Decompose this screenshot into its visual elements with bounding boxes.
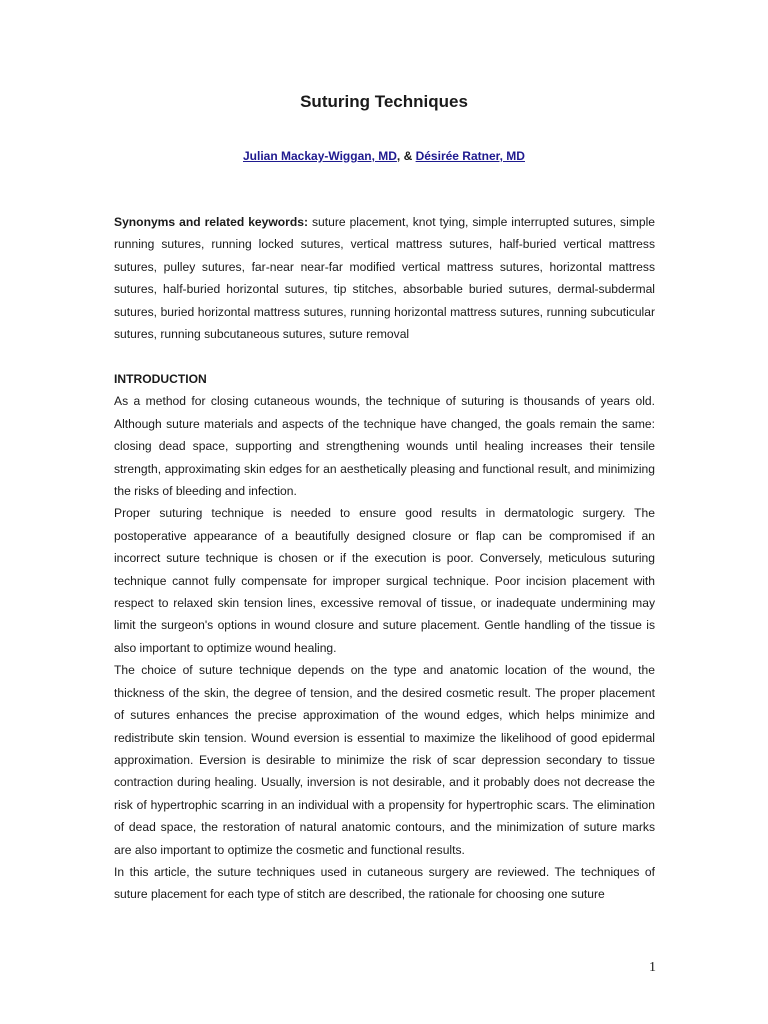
author-separator: , & [396, 149, 416, 163]
keywords-paragraph [114, 211, 655, 345]
keywords-label: Synonyms and related keywords: [114, 215, 309, 229]
intro-paragraph: As a method for closing cutaneous wounds, the technique of suturing is thousands of years old. Although suture materials and aspects of the technique have changed, the goals remain the same: closing dead space, supporting and strengthening wounds until healing increases their tensile strength, approximating skin edges for an aesthetically pleasing and functional result, and minimizing the risks of bleeding and infection. [114, 394, 655, 499]
author-line [0, 149, 768, 163]
author-link-ratner[interactable]: Désirée Ratner, MD [415, 149, 525, 163]
section-heading-introduction: INTRODUCTION [114, 372, 207, 386]
page-number: 1 [649, 960, 656, 975]
author-link-mackay-wiggan[interactable]: Julian Mackay-Wiggan, MD [243, 149, 397, 163]
intro-paragraph: In this article, the suture techniques used in cutaneous surgery are reviewed. The techniques of suture placement for each type of stitch are described, the rationale for choosing one suture [114, 864, 655, 902]
keywords-text: suture placement, knot tying, simple interrupted sutures, simple running sutures, running locked sutures, vertical mattress sutures, half-buried vertical mattress sutures, pulley sutures, far-near near-far modified vertical mattress sutures, horizontal mattress sutures, half-buried horizontal sutures, tip stitches, absorbable buried sutures, dermal-subdermal sutures, buried horizontal mattress sutures, running horizontal mattress sutures, running subcuticular sutures, running subcutaneous sutures, suture removal [114, 215, 655, 342]
introduction-section [114, 368, 655, 906]
page-title: Suturing Techniques [300, 92, 468, 111]
keywords-section [114, 211, 655, 345]
intro-paragraph: Proper suturing technique is needed to ensure good results in dermatologic surgery. The postoperative appearance of a beautifully designed closure or flap can be compromised if an incorrect suture technique is chosen or if the execution is poor. Conversely, meticulous suturing technique cannot fully compensate for improper surgical technique. Poor incision placement with respect to relaxed skin tension lines, excessive removal of tissue, or inadequate undermining may limit the surgeon's options in wound closure and suture placement. Gentle handling of the tissue is also important to optimize wound healing. [114, 506, 655, 655]
intro-paragraph: The choice of suture technique depends on the type and anatomic location of the wound, the thickness of the skin, the degree of tension, and the desired cosmetic result. The proper placement of sutures enhances the precise approximation of the wound edges, which helps minimize and redistribute skin tension. Wound eversion is essential to maximize the likelihood of good epidermal approximation. Eversion is desirable to minimize the risk of scar depression secondary to tissue contraction during healing. Usually, inversion is not desirable, and it probably does not decrease the risk of hypertrophic scarring in an individual with a propensity for hypertrophic scars. The elimination of dead space, the restoration of natural anatomic contours, and the minimization of suture marks are also important to optimize the cosmetic and functional results. [114, 663, 655, 857]
